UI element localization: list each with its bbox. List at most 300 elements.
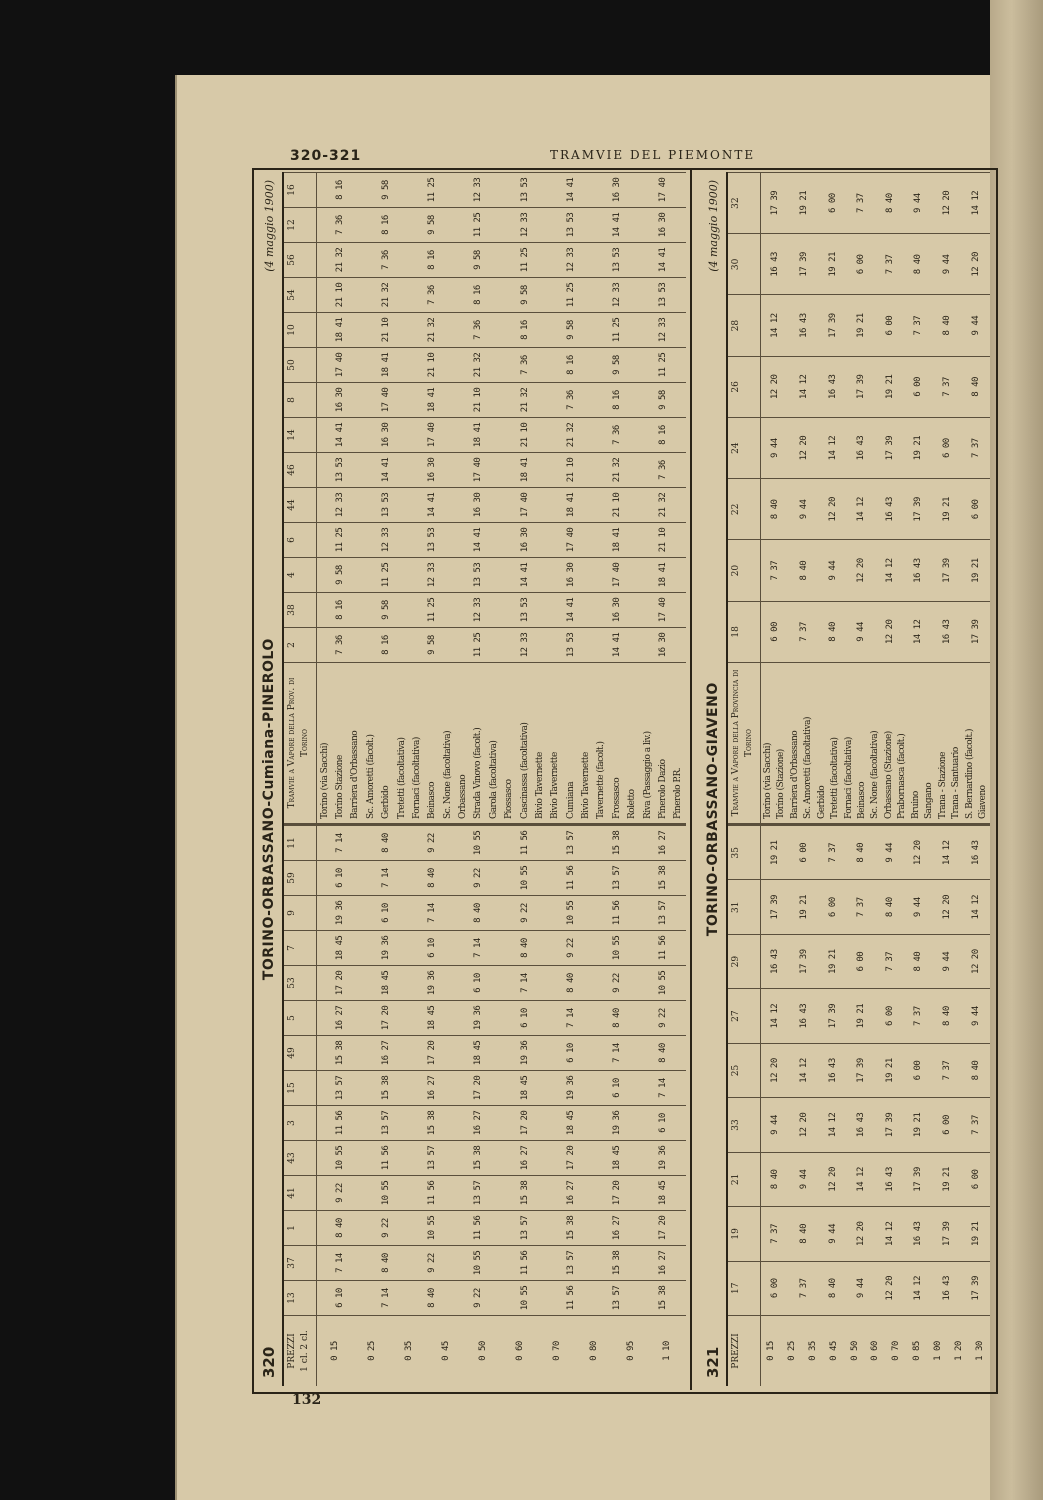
time-cell: 8 16 [565, 355, 576, 375]
time-cell: 11 56 [381, 1145, 392, 1171]
time-cell: 7 14 [473, 938, 484, 958]
time-cell: 21 32 [335, 247, 346, 273]
train-times [317, 1141, 686, 1175]
time-cell: 6 10 [473, 973, 484, 993]
train-column [284, 1210, 686, 1245]
time-cell: 6 10 [611, 1078, 622, 1098]
time-cell: 14 12 [942, 840, 953, 866]
time-cell: 19 21 [913, 435, 924, 461]
time-cell: 10 55 [427, 1215, 438, 1241]
time-cell: 14 41 [565, 177, 576, 203]
time-cell: 11 25 [473, 632, 484, 658]
time-cell: 16 43 [856, 1112, 867, 1138]
time-cell: 6 00 [884, 315, 895, 336]
time-cell: 12 33 [519, 212, 530, 238]
time-cell: 6 00 [856, 951, 867, 972]
time-cell: 11 25 [427, 177, 438, 203]
station-name: Sangano [924, 782, 935, 819]
station-name: Sc. Amoretti (facoltativa) [803, 717, 814, 819]
time-cell: 9 22 [473, 1288, 484, 1308]
time-cell: 16 27 [657, 830, 668, 856]
train-number: 14 [284, 418, 317, 452]
time-cell: 14 12 [798, 374, 809, 400]
time-cell: 21 10 [519, 422, 530, 448]
time-cell: 8 16 [335, 180, 346, 200]
time-cell: 9 44 [884, 842, 895, 863]
time-cell: 9 22 [381, 1218, 392, 1238]
time-cell: 13 53 [473, 562, 484, 588]
table-date: (4 maggio 1900) [706, 180, 720, 272]
train-number: 33 [728, 1098, 761, 1151]
time-cell: 21 32 [427, 317, 438, 343]
time-cell: 6 00 [798, 842, 809, 863]
train-column [284, 312, 686, 347]
train-times [761, 1153, 990, 1206]
time-cell: 18 45 [611, 1145, 622, 1171]
train-times [761, 418, 990, 478]
outbound-trains [284, 824, 686, 1315]
train-column [284, 1035, 686, 1070]
time-cell: 6 10 [335, 1288, 346, 1308]
time-cell: 15 38 [519, 1180, 530, 1206]
time-cell: 10 55 [381, 1180, 392, 1206]
time-cell: 18 41 [519, 457, 530, 483]
price-cell: 0 85 [912, 1341, 923, 1361]
train-number: 7 [284, 931, 317, 965]
station-name: Orbassano (Stazione) [883, 731, 894, 819]
train-column [728, 540, 990, 601]
train-column [284, 825, 686, 860]
train-times [761, 173, 990, 233]
time-cell: 15 38 [611, 830, 622, 856]
time-cell: 8 40 [827, 622, 838, 642]
train-times [761, 357, 990, 417]
station-name: Beinasco [857, 781, 868, 819]
station-name: Beinasco [427, 781, 438, 819]
time-cell: 16 30 [427, 457, 438, 483]
time-cell: 19 21 [913, 1112, 924, 1138]
time-cell: 21 32 [473, 352, 484, 378]
station-name: Bivio Tavernette [581, 752, 592, 819]
time-cell: 18 41 [565, 492, 576, 518]
time-cell: 19 21 [770, 840, 781, 866]
stations-list [761, 663, 990, 823]
price-cell: 0 60 [870, 1341, 881, 1361]
time-cell: 13 57 [427, 1145, 438, 1171]
time-cell: 18 45 [657, 1180, 668, 1206]
train-number: 27 [728, 989, 761, 1042]
time-cell: 12 20 [827, 1167, 838, 1192]
time-cell: 16 30 [657, 632, 668, 658]
time-cell: 19 21 [798, 190, 809, 216]
time-cell: 17 39 [798, 949, 809, 974]
time-cell: 13 57 [565, 830, 576, 856]
time-cell: 13 53 [565, 632, 576, 658]
train-times [317, 861, 686, 895]
time-cell: 18 45 [519, 1075, 530, 1101]
time-cell: 7 37 [913, 1006, 924, 1026]
train-times [317, 896, 686, 930]
train-number: 22 [728, 479, 761, 539]
time-cell: 16 43 [856, 435, 867, 461]
train-column [284, 382, 686, 417]
time-cell: 18 45 [427, 1005, 438, 1031]
time-cell: 11 56 [565, 865, 576, 891]
time-cell: 6 10 [565, 1043, 576, 1063]
stations-column [284, 662, 686, 824]
time-cell: 7 14 [381, 1288, 392, 1308]
time-cell: 16 27 [427, 1075, 438, 1101]
time-cell: 16 27 [611, 1215, 622, 1241]
time-cell: 17 39 [970, 1275, 981, 1301]
train-times [317, 208, 686, 242]
time-cell: 8 40 [942, 315, 953, 336]
time-cell: 6 00 [770, 622, 781, 642]
station-name: Giaveno [978, 785, 989, 819]
train-column [728, 1043, 990, 1097]
time-cell: 13 57 [519, 1215, 530, 1241]
train-column [284, 347, 686, 382]
time-cell: 14 12 [770, 1003, 781, 1029]
time-cell: 18 41 [611, 527, 622, 553]
train-number: 46 [284, 453, 317, 487]
station-name: Sc. Amoretti (facolt.) [365, 734, 376, 819]
train-number: 20 [728, 541, 761, 601]
time-cell: 8 40 [884, 193, 895, 213]
train-times [317, 1246, 686, 1280]
time-cell: 16 43 [827, 374, 838, 400]
price-cell: 0 45 [828, 1341, 839, 1361]
train-column [284, 965, 686, 1000]
time-cell: 12 33 [427, 562, 438, 588]
time-cell: 6 00 [970, 499, 981, 520]
time-cell: 12 20 [913, 840, 924, 866]
time-cell: 11 25 [657, 352, 668, 378]
time-cell: 17 39 [856, 1058, 867, 1083]
time-cell: 9 58 [611, 355, 622, 375]
time-cell: 10 55 [611, 935, 622, 961]
time-cell: 21 10 [657, 527, 668, 553]
time-cell: 19 36 [657, 1145, 668, 1171]
time-cell: 10 55 [473, 1250, 484, 1276]
station-name: Pinerolo Dazio [657, 759, 668, 819]
time-cell: 16 43 [798, 1003, 809, 1029]
train-number: 17 [728, 1262, 761, 1315]
train-column [728, 295, 990, 356]
station-name: Trana - Stazione [937, 752, 948, 819]
train-times [317, 1176, 686, 1210]
time-cell: 7 14 [657, 1078, 668, 1098]
time-cell: 21 10 [611, 492, 622, 518]
train-column [284, 1175, 686, 1210]
time-cell: 7 37 [856, 193, 867, 213]
time-cell: 8 16 [335, 600, 346, 620]
time-cell: 17 39 [770, 894, 781, 920]
time-cell: 15 38 [427, 1110, 438, 1136]
time-cell: 14 12 [856, 497, 867, 522]
time-cell: 13 57 [381, 1110, 392, 1136]
time-cell: 11 56 [611, 900, 622, 926]
station-name: Barriera d'Orbassano [350, 730, 361, 819]
time-cell: 17 40 [657, 597, 668, 623]
time-cell: 16 43 [827, 1058, 838, 1083]
time-cell: 7 37 [798, 1278, 809, 1299]
time-cell: 7 36 [519, 355, 530, 375]
time-cell: 8 16 [473, 285, 484, 305]
train-number: 13 [284, 1281, 317, 1315]
time-cell: 13 57 [657, 900, 668, 926]
time-cell: 7 37 [970, 438, 981, 458]
train-times [761, 1262, 990, 1315]
time-cell: 21 10 [335, 282, 346, 308]
time-cell: 7 36 [427, 285, 438, 305]
time-cell: 18 45 [565, 1110, 576, 1136]
train-column [728, 478, 990, 539]
time-cell: 6 00 [913, 1060, 924, 1081]
time-cell: 13 53 [565, 212, 576, 238]
time-cell: 21 10 [473, 387, 484, 413]
table-title: TORINO-ORBASSANO-Cumiana-PINEROLO [261, 638, 277, 981]
train-column [284, 1070, 686, 1105]
time-cell: 11 25 [473, 212, 484, 238]
time-cell: 15 38 [611, 1250, 622, 1276]
table-320-title-line [256, 172, 284, 1386]
time-cell: 8 16 [657, 425, 668, 445]
prices-cells [761, 1316, 990, 1386]
time-cell: 14 41 [565, 597, 576, 623]
inbound-trains [728, 172, 990, 662]
time-cell: 16 43 [884, 1167, 895, 1192]
time-cell: 21 32 [611, 457, 622, 483]
train-number: 24 [728, 418, 761, 478]
time-cell: 12 20 [970, 252, 981, 277]
train-times [761, 296, 990, 356]
time-cell: 16 30 [473, 492, 484, 518]
time-cell: 13 57 [335, 1075, 346, 1101]
time-cell: 13 57 [611, 865, 622, 891]
time-cell: 16 30 [657, 212, 668, 238]
train-times [761, 989, 990, 1042]
price-cell: 1 00 [932, 1341, 943, 1361]
price-cell: 0 60 [514, 1341, 525, 1361]
time-cell: 8 40 [770, 499, 781, 520]
page-range: 320-321 [290, 148, 362, 164]
price-cell: 1 30 [974, 1341, 985, 1361]
time-cell: 9 44 [827, 1224, 838, 1244]
time-cell: 17 20 [657, 1215, 668, 1241]
time-cell: 7 37 [770, 1224, 781, 1244]
time-cell: 9 44 [970, 315, 981, 336]
time-cell: 8 40 [565, 973, 576, 993]
price-cell: 0 15 [330, 1341, 341, 1361]
time-cell: 18 41 [473, 422, 484, 448]
prices-column [728, 1315, 990, 1386]
train-number: 26 [728, 357, 761, 417]
time-cell: 16 43 [798, 313, 809, 338]
train-times [317, 243, 686, 277]
time-cell: 7 37 [913, 315, 924, 336]
train-times [317, 1281, 686, 1315]
time-cell: 13 53 [427, 527, 438, 553]
train-times [317, 348, 686, 382]
time-cell: 14 41 [473, 527, 484, 553]
time-cell: 12 33 [473, 597, 484, 623]
time-cell: 8 40 [970, 377, 981, 397]
time-cell: 14 12 [827, 1112, 838, 1138]
train-column [284, 1280, 686, 1315]
time-cell: 16 27 [565, 1180, 576, 1206]
time-cell: 7 36 [565, 390, 576, 410]
time-cell: 11 56 [335, 1110, 346, 1136]
time-cell: 8 40 [427, 868, 438, 888]
time-cell: 17 39 [970, 619, 981, 645]
train-number: 54 [284, 278, 317, 312]
time-cell: 19 36 [611, 1110, 622, 1136]
station-name: Sc. None (facoltativa) [870, 730, 881, 819]
train-times [317, 1106, 686, 1140]
time-cell: 12 33 [473, 177, 484, 203]
time-cell: 13 53 [335, 457, 346, 483]
time-cell: 9 58 [427, 635, 438, 655]
time-cell: 9 44 [770, 1115, 781, 1135]
time-cell: 6 00 [942, 1115, 953, 1135]
train-number: 43 [284, 1141, 317, 1175]
station-name: Frossasco [611, 777, 622, 819]
time-cell: 6 00 [827, 193, 838, 213]
time-cell: 7 37 [884, 951, 895, 972]
time-cell: 18 41 [657, 562, 668, 588]
train-column [728, 1261, 990, 1315]
time-cell: 19 36 [427, 970, 438, 996]
time-cell: 18 41 [335, 317, 346, 343]
train-column [728, 172, 990, 233]
time-cell: 8 40 [381, 1253, 392, 1273]
time-cell: 21 32 [657, 492, 668, 518]
train-number: 21 [728, 1153, 761, 1206]
time-cell: 19 21 [884, 1058, 895, 1083]
train-times [317, 383, 686, 417]
time-cell: 9 58 [657, 390, 668, 410]
station-name: Torino Stazione [335, 755, 346, 819]
time-cell: 6 10 [335, 868, 346, 888]
time-cell: 11 56 [519, 1250, 530, 1276]
time-cell: 17 20 [381, 1005, 392, 1031]
time-cell: 8 40 [657, 1043, 668, 1063]
time-cell: 7 14 [335, 833, 346, 853]
station-name: Fornaci (facoltativa) [411, 737, 422, 819]
train-number: 50 [284, 348, 317, 382]
train-times [761, 541, 990, 601]
table-321-grid [728, 172, 990, 1386]
time-cell: 12 20 [884, 1275, 895, 1301]
time-cell: 9 58 [381, 600, 392, 620]
time-cell: 8 40 [473, 903, 484, 923]
time-cell: 7 14 [381, 868, 392, 888]
station-name: Roletto [627, 789, 638, 819]
time-cell: 11 56 [473, 1215, 484, 1241]
table-320-grid [284, 172, 686, 1386]
time-cell: 16 30 [565, 562, 576, 588]
time-cell: 16 30 [519, 527, 530, 553]
time-cell: 7 37 [827, 842, 838, 863]
station-name: Piossasco [504, 779, 515, 819]
time-cell: 6 00 [942, 438, 953, 458]
outbound-trains [728, 824, 990, 1315]
time-cell: 11 56 [565, 1285, 576, 1311]
time-cell: 17 40 [611, 562, 622, 588]
time-cell: 8 40 [770, 1169, 781, 1190]
time-cell: 6 10 [381, 903, 392, 923]
train-column [284, 627, 686, 662]
time-cell: 17 40 [519, 492, 530, 518]
time-cell: 17 39 [827, 1003, 838, 1029]
time-cell: 17 39 [942, 558, 953, 583]
station-name: Fornaci (facoltativa) [843, 737, 854, 819]
time-cell: 7 14 [427, 903, 438, 923]
time-cell: 8 40 [884, 897, 895, 918]
time-cell: 9 44 [798, 1169, 809, 1190]
train-times [317, 931, 686, 965]
time-cell: 21 32 [565, 422, 576, 448]
time-cell: 19 36 [381, 935, 392, 961]
time-cell: 10 55 [565, 900, 576, 926]
time-cell: 7 37 [884, 254, 895, 275]
time-cell: 9 44 [913, 193, 924, 213]
price-cell: 0 70 [891, 1341, 902, 1361]
train-number: 32 [728, 173, 761, 233]
time-cell: 19 21 [856, 313, 867, 338]
time-cell: 16 30 [611, 597, 622, 623]
time-cell: 15 38 [565, 1215, 576, 1241]
train-column [284, 930, 686, 965]
time-cell: 14 12 [770, 313, 781, 338]
time-cell: 7 36 [335, 635, 346, 655]
time-cell: 16 30 [381, 422, 392, 448]
time-cell: 9 22 [611, 973, 622, 993]
time-cell: 15 38 [473, 1145, 484, 1171]
time-cell: 19 36 [519, 1040, 530, 1066]
time-cell: 9 58 [565, 320, 576, 340]
price-cell: 0 25 [787, 1341, 798, 1361]
time-cell: 9 44 [942, 951, 953, 972]
time-cell: 14 12 [798, 1058, 809, 1083]
time-cell: 8 40 [335, 1218, 346, 1238]
train-column [284, 557, 686, 592]
table-date: (4 maggio 1900) [262, 180, 276, 272]
time-cell: 12 20 [798, 435, 809, 461]
price-cell: 0 70 [551, 1341, 562, 1361]
time-cell: 9 58 [473, 250, 484, 270]
time-cell: 7 37 [970, 1115, 981, 1135]
time-cell: 9 44 [770, 438, 781, 458]
station-name: Sc. None (facoltativa) [442, 730, 453, 819]
train-number: 10 [284, 313, 317, 347]
time-cell: 6 10 [657, 1113, 668, 1133]
train-number: 5 [284, 1001, 317, 1035]
station-name: Strada Vinovo (facolt.) [473, 727, 484, 819]
train-times [317, 313, 686, 347]
time-cell: 9 44 [856, 1278, 867, 1299]
time-cell: 17 39 [884, 1112, 895, 1138]
stations-header: Tramvie a Vapore della Prov. di Torino [284, 663, 317, 823]
time-cell: 8 40 [913, 254, 924, 275]
time-cell: 9 58 [519, 285, 530, 305]
time-cell: 14 41 [611, 632, 622, 658]
price-cell: 1 10 [662, 1341, 673, 1361]
train-number: 18 [728, 602, 761, 662]
time-cell: 9 58 [427, 215, 438, 235]
time-cell: 6 00 [970, 1169, 981, 1190]
